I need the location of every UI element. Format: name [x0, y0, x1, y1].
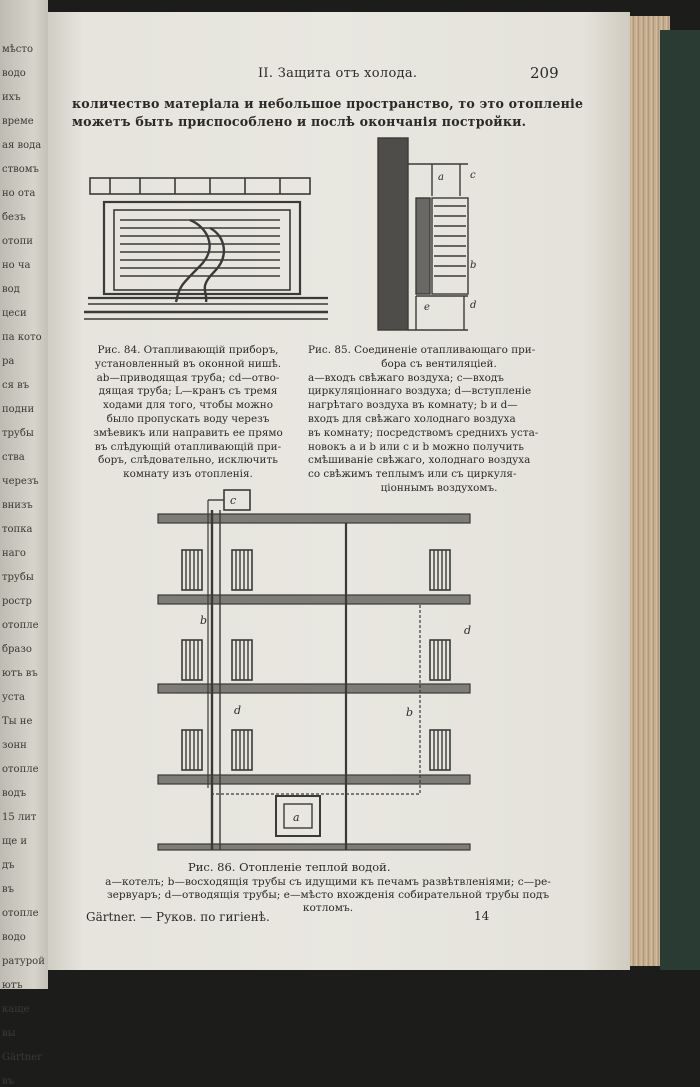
left-page-fragment: ая вода [2, 140, 42, 151]
left-page-fragment: дъ [2, 860, 15, 871]
left-page-fragment: вод [2, 284, 20, 295]
left-page-fragment: Gärtner [2, 1052, 42, 1063]
radiator [232, 730, 252, 770]
radiator [182, 730, 202, 770]
left-page-fragment: ся въ [2, 380, 30, 391]
caption-line: Рис. 84. Отапливающій приборъ, [97, 344, 279, 356]
left-page-fragment: отопле [2, 620, 39, 631]
caption-line: боръ, слѣдовательно, исключить [98, 454, 278, 467]
left-page-fragment: 15 лит [2, 812, 37, 823]
left-page-fragment: безъ [2, 212, 26, 223]
left-page-fragment: въ [2, 1076, 14, 1087]
body-text-line: можетъ быть приспособлено и послѣ окончанія постройки. [72, 114, 527, 129]
left-page-fragment: ра [2, 356, 15, 367]
caption-line: зервуаръ; d—отводящія трубы; e—мѣсто вхожденія собирательной трубы подъ [106, 889, 550, 901]
left-page-fragment: трубы [2, 572, 34, 583]
left-page-fragment: водъ [2, 788, 27, 799]
caption-line: бора съ вентиляціей. [381, 357, 497, 370]
left-page-fragment: Ты не [2, 716, 33, 727]
radiator [232, 550, 252, 590]
figure-86-caption-title: Рис. 86. Отопленіе теплой водой. [188, 860, 391, 874]
caption-line: a—входъ свѣжаго воздуха; c—входъ [308, 371, 504, 384]
radiator [232, 640, 252, 680]
figure-84-radiator-niche [80, 176, 332, 332]
figure-86-hot-water-heating [150, 488, 480, 858]
left-page-fragment: ратурой [2, 956, 45, 967]
left-page-fragment: подни [2, 404, 35, 415]
radiator [430, 730, 450, 770]
figure-84-caption [68, 344, 308, 482]
caption-line: змѣевикъ или направить ее прямо [93, 426, 283, 439]
figure-85-caption [308, 344, 570, 496]
left-page-fragment: ства [2, 452, 25, 463]
page-number: 209 [530, 64, 559, 82]
radiator [430, 550, 450, 590]
caption-line: входъ для свѣжаго холоднаго воздуха [308, 412, 516, 425]
fig86-label-c: c [230, 494, 237, 507]
left-page-fragment: но ота [2, 188, 36, 199]
fig85-label-d: d [470, 300, 477, 311]
caption-line: нагрѣтаго воздуха въ комнату; b и d— [308, 399, 518, 412]
book-cover [660, 30, 700, 970]
left-page-fragment: време [2, 116, 34, 127]
caption-line: a—котелъ; b—восходящія трубы съ идущими къ печамъ развѣтвленіями; c—ре- [105, 876, 551, 888]
radiator [182, 550, 202, 590]
left-page-fragment: па кото [2, 332, 42, 343]
footer-book-reference: Gärtner. — Руков. по гигіенѣ. [86, 910, 270, 924]
left-page-fragment: трубы [2, 428, 34, 439]
fig85-label-e: e [424, 302, 430, 313]
caption-line: со свѣжимъ теплымъ или съ циркуля- [308, 468, 517, 481]
caption-line: комнату изъ отопленія. [123, 468, 253, 481]
radiator [182, 640, 202, 680]
left-page-fragment: ствомъ [2, 164, 39, 175]
left-page-fragment: отопи [2, 236, 33, 247]
caption-line: ab—приводящая труба; cd—отво- [96, 371, 280, 384]
radiator [430, 640, 450, 680]
left-page-fragment: внизъ [2, 500, 33, 511]
left-page-fragment: наго [2, 548, 26, 559]
fig86-label-a: a [293, 811, 300, 824]
caption-line: установленный въ оконной нишѣ. [94, 357, 282, 370]
fig86-label-d: d [464, 624, 472, 637]
running-header: II. Защита отъ холода. [258, 66, 418, 81]
caption-line: въ слѣдующій отапливающій при- [94, 440, 282, 453]
left-page-fragment: ютъ [2, 980, 23, 991]
figure-85-ventilation-radiator [376, 136, 496, 332]
caption-line: смѣшиваніе свѣжаго, холоднаго воздуха [308, 454, 531, 467]
left-page-fragment: въ [2, 884, 14, 895]
caption-line: циркуляціоннаго воздуха; d—вступленіе [308, 385, 532, 398]
caption-line: было пропускать воду черезъ [106, 412, 270, 425]
caption-line: дящая труба; L—кранъ съ тремя [98, 385, 278, 398]
left-page-fragment: цеси [2, 308, 27, 319]
fig85-label-c: c [470, 170, 476, 181]
caption-line: Рис. 85. Соединеніе отапливающаго при- [308, 344, 536, 356]
left-page-fragment: ще и [2, 836, 28, 847]
left-page-fragment: отопле [2, 908, 39, 919]
caption-line: новокъ a и b или c и b можно получить [308, 440, 524, 453]
left-page-fragment: уста [2, 692, 25, 703]
left-page-fragment: ростр [2, 596, 32, 607]
left-page-fragment: черезъ [2, 476, 39, 487]
left-page-fragment: водо [2, 932, 26, 943]
fig86-label-b: b [406, 706, 414, 719]
fig85-label-a: a [438, 172, 444, 183]
footer-signature-number: 14 [474, 909, 490, 923]
caption-line: ціоннымъ воздухомъ. [380, 481, 498, 494]
fig86-label-b: b [200, 614, 208, 627]
left-page-fragment: ихъ [2, 92, 21, 103]
left-page-fragment: каще [2, 1004, 30, 1015]
body-text-line: количество матеріала и небольшое пространство, то это отопленіе [72, 96, 584, 111]
left-page-fragment: бразо [2, 644, 32, 655]
fig85-label-b: b [470, 260, 477, 271]
left-page-fragment: мѣсто [2, 44, 33, 55]
left-page-fragment: зонн [2, 740, 27, 751]
left-page-fragment: отопле [2, 764, 39, 775]
caption-line: ходами для того, чтобы можно [103, 399, 273, 412]
left-page-fragment: вы [2, 1028, 16, 1039]
fig86-label-d: d [234, 704, 242, 717]
caption-line: въ комнату; посредствомъ среднихъ уста- [308, 426, 539, 439]
left-page-fragment: топка [2, 524, 33, 535]
caption-line: котломъ. [302, 902, 354, 914]
left-page-fragment: но ча [2, 260, 31, 271]
left-page-fragment: водо [2, 68, 26, 79]
left-page-fragment: ютъ въ [2, 668, 38, 679]
